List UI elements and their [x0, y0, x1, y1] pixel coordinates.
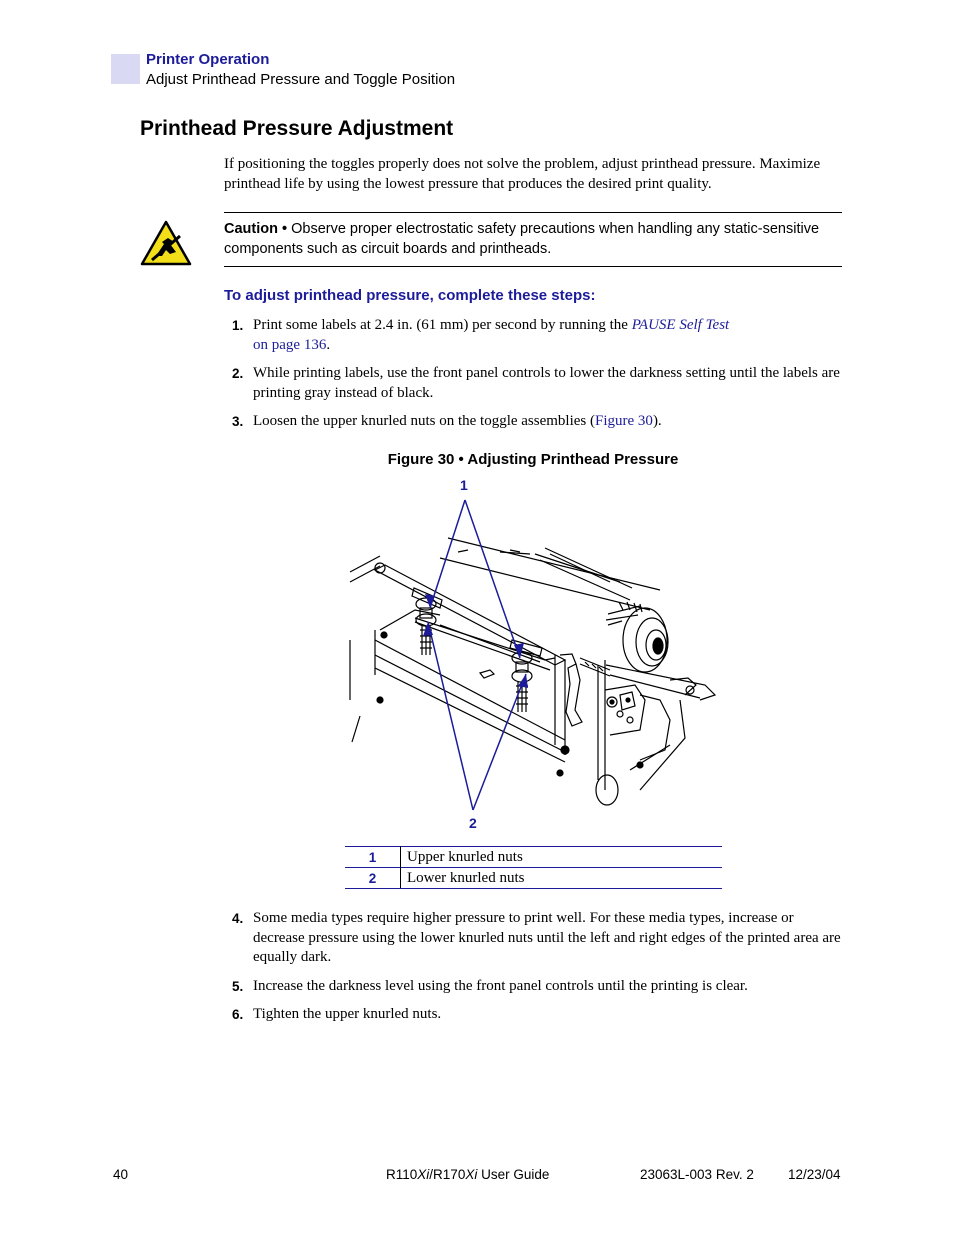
step-text: Tighten the upper knurled nuts.	[253, 1006, 442, 1022]
step-text	[253, 316, 845, 355]
caution-top-rule	[224, 212, 842, 213]
figure-legend	[345, 846, 722, 889]
intro-paragraph: If positioning the toggles properly does not solve the problem, adjust printhead pressure. Maximize printhead life by using the lowest pressure that produces the desired print quality.	[224, 156, 821, 192]
legend-key: 1	[345, 847, 401, 868]
step-number: 5.	[232, 979, 244, 994]
legend-key: 2	[345, 868, 401, 889]
esd-caution-icon	[140, 220, 192, 266]
header-color-tab	[111, 54, 140, 84]
legend-label: Upper knurled nuts	[401, 847, 723, 868]
step-1-text: Print some labels at 2.4 in. (61 mm) per second by running the	[253, 317, 632, 333]
step-number: 2.	[232, 366, 244, 381]
callout-2: 2	[469, 815, 477, 831]
step-1-period: .	[326, 336, 331, 353]
caution-text	[224, 220, 839, 259]
step-text: Some media types require higher pressure to print well. For these media types, increase or decrease pressure using the lower knurled nuts until the left and right edges of the printed area are equally dark.	[253, 910, 841, 965]
footer-guide-xi-1: Xi	[417, 1167, 430, 1182]
callout-1: 1	[460, 477, 468, 493]
footer-guide-xi-2: Xi	[465, 1167, 478, 1182]
step-number: 4.	[232, 911, 244, 926]
step-3-close: ).	[652, 413, 662, 429]
step-number: 1.	[232, 318, 244, 333]
footer-guide-r170: /R170	[429, 1167, 466, 1182]
table-row	[345, 868, 722, 889]
step-number: 6.	[232, 1007, 244, 1022]
header-section: Printer Operation	[146, 51, 270, 68]
step-text: While printing labels, use the front panel controls to lower the darkness setting until the labels are printing gray instead of black.	[253, 365, 840, 401]
footer-doc-number: 23063L-003 Rev. 2	[640, 1167, 754, 1182]
pause-self-test-link-page: on page 136	[253, 336, 327, 353]
step-3-text: Loosen the upper knurled nuts on the toggle assemblies (	[253, 413, 596, 429]
pause-self-test-link-title: PAUSE Self Test	[631, 317, 730, 333]
footer-guide-title	[386, 1167, 549, 1182]
caution-bottom-rule	[224, 266, 842, 267]
header-subsection: Adjust Printhead Pressure and Toggle Position	[146, 71, 456, 88]
page-title: Printhead Pressure Adjustment	[140, 117, 454, 140]
steps-heading: To adjust printhead pressure, complete these steps:	[224, 287, 596, 304]
footer-date: 12/23/04	[788, 1167, 841, 1182]
caution-label: Caution •	[224, 221, 288, 237]
footer-guide-r110: R110	[386, 1167, 418, 1182]
caution-body: Observe proper electrostatic safety precautions when handling any static-sensitive components such as circuit boards and printheads.	[224, 221, 820, 257]
table-row	[345, 847, 722, 868]
printhead-illustration	[340, 490, 730, 820]
figure-caption: Figure 30 • Adjusting Printhead Pressure	[387, 451, 679, 468]
footer-page-number: 40	[113, 1167, 129, 1182]
step-number: 3.	[232, 414, 244, 429]
footer-guide-suffix: User Guide	[477, 1167, 550, 1182]
legend-label: Lower knurled nuts	[401, 868, 723, 889]
figure-30-link[interactable]: Figure 30	[595, 413, 653, 429]
step-text: Increase the darkness level using the front panel controls until the printing is clear.	[253, 978, 748, 994]
step-text	[253, 412, 845, 432]
